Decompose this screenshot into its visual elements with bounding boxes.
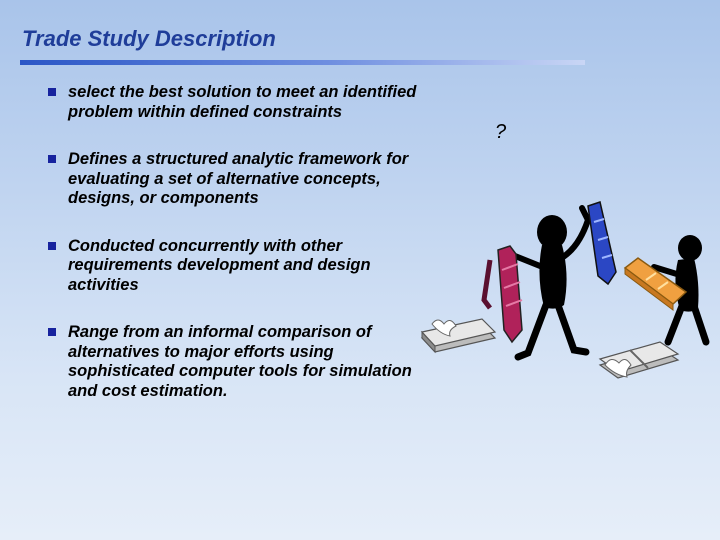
square-bullet-icon [48, 328, 56, 336]
square-bullet-icon [48, 242, 56, 250]
gift-box-icon [600, 342, 678, 378]
bullet-list [48, 83, 418, 429]
title-underline [20, 60, 585, 65]
bullet-item [48, 150, 418, 209]
bullet-item [48, 323, 418, 401]
square-bullet-icon [48, 155, 56, 163]
bullet-item [48, 83, 418, 122]
question-mark: ? [495, 121, 507, 143]
bullet-text: Conducted concurrently with other requirements development and design activities [68, 236, 371, 294]
square-bullet-icon [48, 88, 56, 96]
bullet-text: select the best solution to meet an identified problem within defined constraints [68, 83, 417, 121]
bullet-item [48, 237, 418, 296]
blue-tie-icon [588, 202, 616, 284]
bullet-text: Range from an informal comparison of alternatives to major efforts using sophisticated computer tools for simulation and cost estimation. [68, 323, 412, 400]
bullet-text: Defines a structured analytic framework for evaluating a set of alternative concepts, designs, or components [68, 150, 409, 207]
clipart-illustration [410, 110, 720, 390]
slide-title: Trade Study Description [22, 26, 276, 51]
gift-box-icon [422, 319, 495, 352]
